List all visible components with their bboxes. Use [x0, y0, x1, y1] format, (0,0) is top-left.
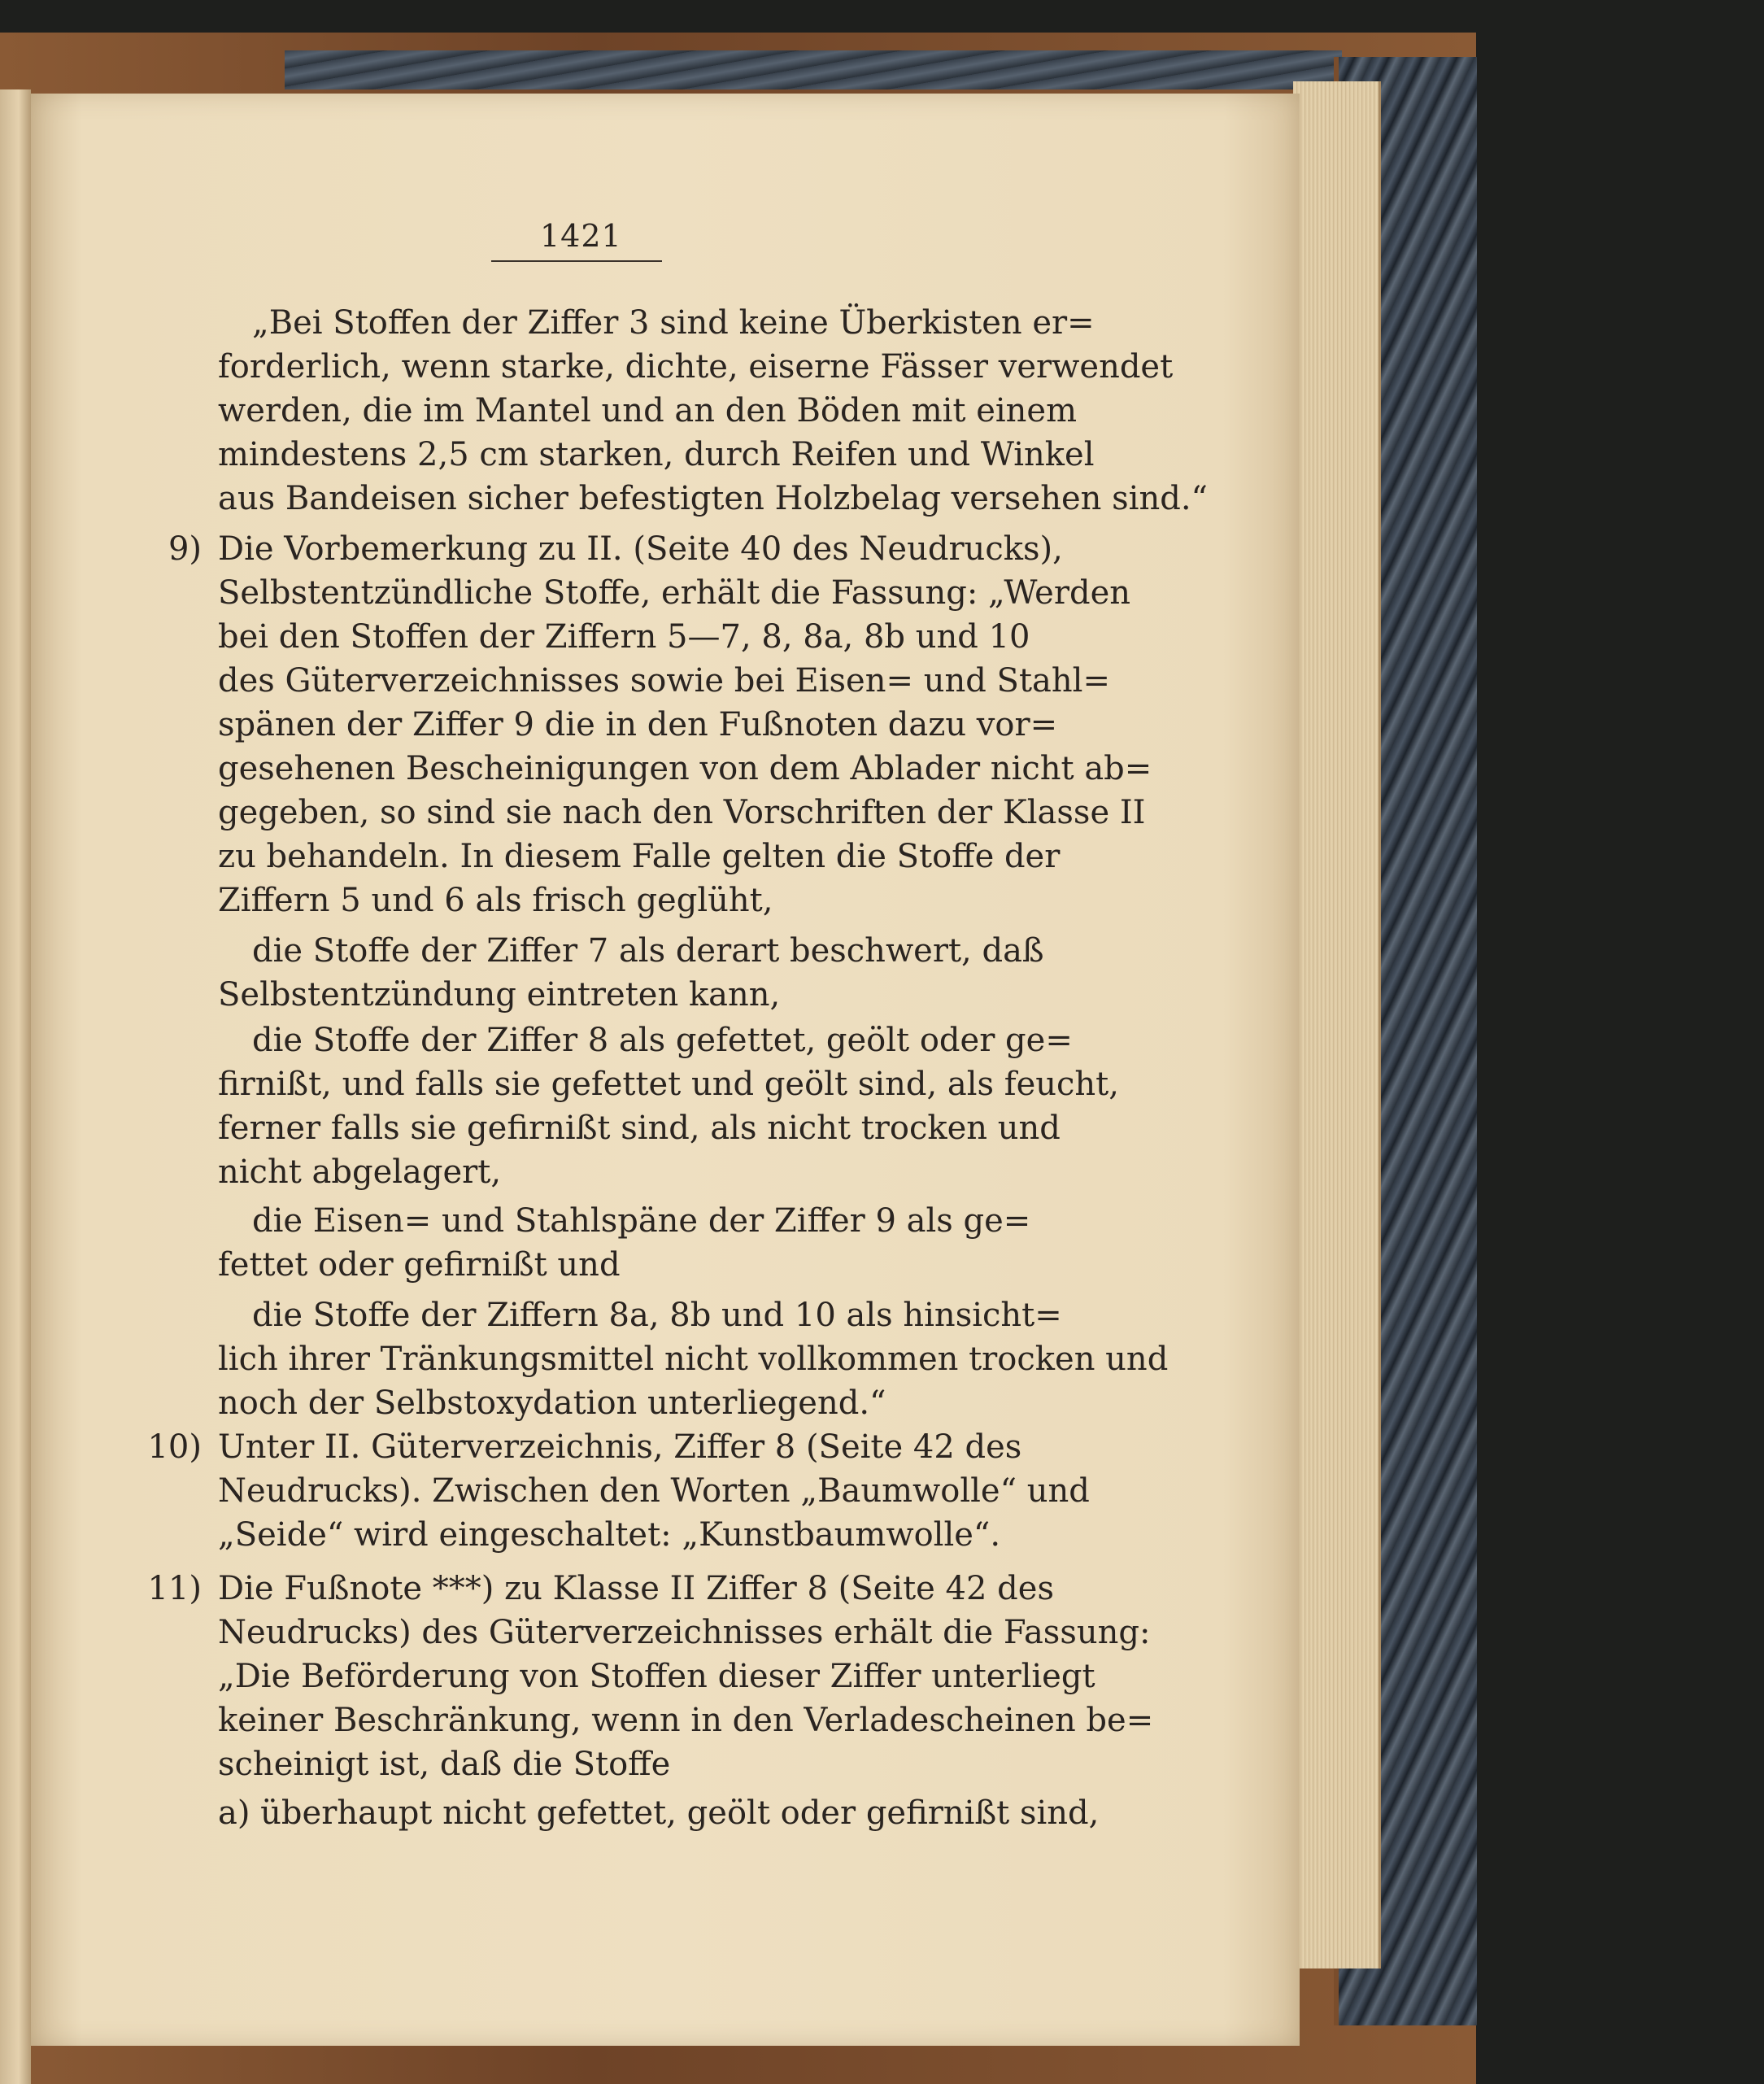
text-line: Neudrucks) des Güterverzeichnisses erhält die Fassung: — [218, 1614, 1151, 1651]
text-line: bei den Stoffen der Ziffern 5—7, 8, 8a, 8b und 10 — [218, 618, 1030, 656]
text-line: des Güterverzeichnisses sowie bei Eisen= und Stahl= — [218, 662, 1110, 700]
text-line: forderlich, wenn starke, dichte, eiserne Fässer verwendet — [218, 348, 1174, 386]
text-line: zu behandeln. In diesem Falle gelten die Stoffe der — [218, 838, 1061, 875]
text-line: die Eisen= und Stahlspäne der Ziffer 9 als ge= — [252, 1202, 1031, 1240]
text-line: Die Fußnote ***) zu Klasse II Ziffer 8 (Seite 42 des — [218, 1570, 1054, 1607]
text-line: „Seide“ wird eingeschaltet: „Kunstbaumwolle“. — [218, 1516, 1001, 1554]
text-line: „Bei Stoffen der Ziffer 3 sind keine Überkisten er= — [252, 304, 1095, 342]
text-line: spänen der Ziffer 9 die in den Fußnoten dazu vor= — [218, 706, 1058, 743]
text-line: die Stoffe der Ziffer 7 als derart beschwert, daß — [252, 932, 1044, 970]
text-line: die Stoffe der Ziffer 8 als gefettet, geölt oder ge= — [252, 1022, 1073, 1059]
text-line: mindestens 2,5 cm starken, durch Reifen und Winkel — [218, 436, 1095, 473]
page-number: 1421 — [540, 218, 622, 254]
text-line: scheinigt ist, daß die Stoffe — [218, 1746, 671, 1783]
text-line: werden, die im Mantel und an den Böden mit einem — [218, 392, 1078, 429]
text-line: Die Vorbemerkung zu II. (Seite 40 des Neudrucks), — [218, 530, 1063, 568]
text-line: aus Bandeisen sicher befestigten Holzbelag versehen sind.“ — [218, 480, 1208, 517]
text-line: die Stoffe der Ziffern 8a, 8b und 10 als hinsicht= — [252, 1297, 1062, 1334]
text-line: firnißt, und falls sie gefettet und geölt sind, als feucht, — [218, 1066, 1119, 1103]
text-line: gesehenen Bescheinigungen von dem Ablader nicht ab= — [218, 750, 1152, 787]
text-line: nicht abgelagert, — [218, 1153, 502, 1191]
item-number: 10) — [147, 1428, 202, 1466]
text-line: Selbstentzündung eintreten kann, — [218, 976, 781, 1014]
text-line: fettet oder gefirnißt und — [218, 1246, 621, 1284]
item-number: 9) — [168, 530, 202, 568]
item-number: 11) — [147, 1570, 202, 1607]
text-line: lich ihrer Tränkungsmittel nicht vollkommen trocken und — [218, 1341, 1169, 1378]
text-line: a) überhaupt nicht gefettet, geölt oder gefirnißt sind, — [218, 1794, 1100, 1832]
text-line: noch der Selbstoxydation unterliegend.“ — [218, 1384, 886, 1422]
text-line: ferner falls sie gefirnißt sind, als nicht trocken und — [218, 1110, 1061, 1147]
text-line: Neudrucks). Zwischen den Worten „Baumwolle“ und — [218, 1472, 1090, 1510]
text-line: keiner Beschränkung, wenn in den Verladescheinen be= — [218, 1702, 1154, 1739]
text-line: gegeben, so sind sie nach den Vorschriften der Klasse II — [218, 794, 1146, 831]
text-line: Selbstentzündliche Stoffe, erhält die Fassung: „Werden — [218, 574, 1131, 612]
text-line: „Die Beförderung von Stoffen dieser Ziffer unterliegt — [218, 1658, 1095, 1695]
text-line: Ziffern 5 und 6 als frisch geglüht, — [218, 882, 773, 919]
text-line: Unter II. Güterverzeichnis, Ziffer 8 (Seite 42 des — [218, 1428, 1022, 1466]
